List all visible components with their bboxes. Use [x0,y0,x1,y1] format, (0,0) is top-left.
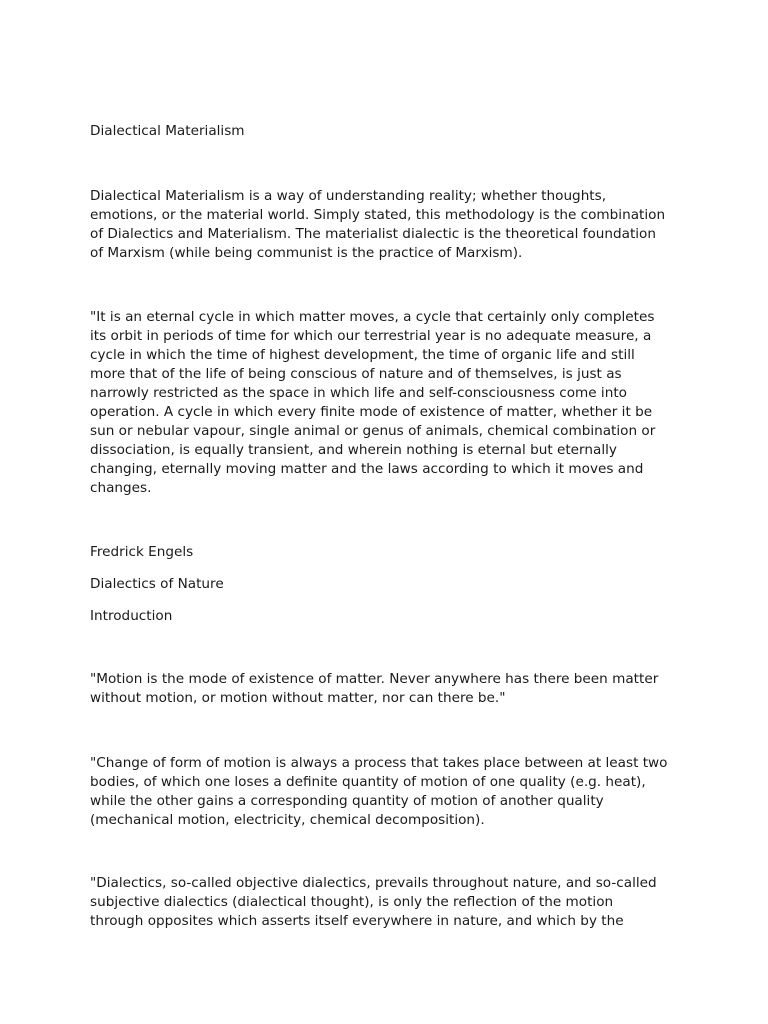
section-name: Introduction [90,608,173,624]
work-title: Dialectics of Nature [90,576,224,592]
quote-line: (mechanical motion, electricity, chemical decomposition). [90,812,485,828]
quote-line: without motion, or motion without matter, nor can there be." [90,690,506,706]
quote-line: "Dialectics, so-called objective dialectics, prevails throughout nature, and so-called [90,875,657,891]
quote-line: "Motion is the mode of existence of matter. Never anywhere has there been matter [90,671,659,687]
quote-line: narrowly restricted as the space in which life and self-consciousness come into [90,385,627,401]
intro-line: of Marxism (while being communist is the practice of Marxism). [90,245,523,261]
quote-line: dissociation, is equally transient, and wherein nothing is eternal but eternally [90,442,617,458]
engels-quote-change-of-form [90,754,690,830]
quote-line: sun or nebular vapour, single animal or genus of animals, chemical combination or [90,423,656,439]
quote-line: bodies, of which one loses a definite quantity of motion of one quality (e.g. heat), [90,774,646,790]
quote-line: more that of the life of being conscious of nature and of themselves, is just as [90,366,622,382]
quote-line: "It is an eternal cycle in which matter moves, a cycle that certainly only completes [90,309,655,325]
author-name: Fredrick Engels [90,544,194,560]
quote-line: its orbit in periods of time for which our terrestrial year is no adequate measure, a [90,328,652,344]
quote-line: changes. [90,480,152,496]
intro-line: Dialectical Materialism is a way of understanding reality; whether thoughts, [90,188,607,204]
quote-line: "Change of form of motion is always a process that takes place between at least two [90,755,668,771]
quote-line: operation. A cycle in which every finite mode of existence of matter, whether it be [90,404,653,420]
engels-quote-motion [90,670,690,708]
quote-line: subjective dialectics (dialectical thought), is only the reflection of the motion [90,894,614,910]
quote-line: while the other gains a corresponding quantity of motion of another quality [90,793,604,809]
quote-line: cycle in which the time of highest development, the time of organic life and still [90,347,635,363]
intro-line: of Dialectics and Materialism. The materialist dialectic is the theoretical foundation [90,226,656,242]
intro-line: emotions, or the material world. Simply stated, this methodology is the combination [90,207,666,223]
document-title: Dialectical Materialism [90,123,245,139]
engels-quote-cycle [90,308,690,498]
quote-line: changing, eternally moving matter and the laws according to which it moves and [90,461,644,477]
intro-paragraph [90,187,690,263]
engels-quote-dialectics [90,874,690,931]
quote-line: through opposites which asserts itself everywhere in nature, and which by the [90,913,624,929]
